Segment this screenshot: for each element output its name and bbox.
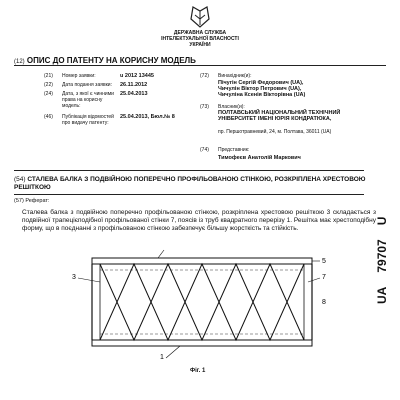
field-label: Винахідник(и):	[218, 73, 252, 79]
representative: Тимофеєв Анатолій Маркович	[218, 155, 301, 161]
header-rule	[14, 65, 386, 66]
field-label: Номер заявки:	[62, 73, 96, 79]
title-text: ОПИС ДО ПАТЕНТУ НА КОРИСНУ МОДЕЛЬ	[26, 56, 196, 65]
title-code: (12)	[14, 59, 25, 65]
callout-8: 8	[322, 299, 326, 306]
field-label: Дата, з якої є чинними права на корисну модель:	[62, 91, 114, 109]
field-code: (72)	[200, 73, 209, 79]
title-54-code: (54)	[14, 176, 26, 183]
field-value: 26.11.2012	[120, 82, 148, 88]
cross-lattice	[100, 264, 304, 340]
abstract-text: Сталева балка з подвійною поперечно профільованою стінкою, розкріплена хрестовою решіткою 3 складається з подвійної трапецієподібної профільованої стінки 7, поясів із труб квадратного перерізу 1. Решітка має хрестоподібну форму, що в поєднанні з профільованою стінкою забезпечує більшу жорсткість та стійкість.	[22, 209, 376, 232]
field-value: u 2012 13445	[120, 73, 154, 79]
field-label: Власник(и):	[218, 104, 245, 110]
field-code: (73)	[200, 104, 209, 110]
field-code: (46)	[44, 114, 53, 120]
title-rule	[14, 170, 364, 171]
field-code: (74)	[200, 147, 209, 153]
field-value: 25.04.2013	[120, 91, 148, 97]
figure-drawing	[70, 248, 340, 360]
callout-5: 5	[322, 258, 326, 265]
abstract-code: (57)	[14, 198, 24, 204]
abstract-label: Реферат:	[25, 198, 50, 204]
field-code: (21)	[44, 73, 53, 79]
field-label: Представник:	[218, 147, 250, 153]
owner-name: ПОЛТАВСЬКИЙ НАЦІОНАЛЬНИЙ ТЕХНІЧНИЙ УНІВЕРСИТЕТ ІМЕНІ ЮРІЯ КОНДРАТЮКА,	[218, 110, 341, 122]
field-code: (22)	[44, 82, 53, 88]
side-kind: U	[375, 216, 389, 226]
patent-number-side-label	[366, 176, 396, 306]
state-emblem-icon	[185, 5, 215, 29]
office-name: ДЕРЖАВНА СЛУЖБА ІНТЕЛЕКТУАЛЬНОЇ ВЛАСНОСТІ УКРАЇНИ	[161, 30, 239, 48]
inventor-2: Чичулін Віктор Петрович (UA),	[218, 86, 302, 92]
side-country: UA	[375, 286, 389, 304]
callout-7: 7	[322, 274, 326, 281]
field-label: Публікація відомостей про видачу патенту:	[62, 114, 114, 126]
callout-1: 1	[160, 354, 164, 360]
document-title	[14, 56, 196, 65]
field-label: Дата подання заявки:	[62, 82, 112, 88]
abstract-rule	[14, 194, 364, 195]
inventor-1: Пічугін Сергій Федорович (UA),	[218, 80, 304, 86]
abstract-heading	[14, 198, 49, 204]
figure-caption: Фіг. 1	[190, 368, 206, 374]
side-number: 79707	[375, 239, 389, 273]
svg-text:UA79707U	[375, 217, 389, 304]
callout-3: 3	[72, 274, 76, 281]
owner-address: пр. Першотравневий, 24, м. Полтава, 36011 (UA)	[218, 129, 332, 135]
utility-model-title	[14, 176, 380, 192]
inventor-3: Чичуліна Ксенія Вікторівна (UA)	[218, 92, 306, 98]
field-value: 25.04.2013, Бюл.№ 8	[120, 114, 175, 120]
field-code: (24)	[44, 91, 53, 97]
title-54-text: СТАЛЕВА БАЛКА З ПОДВІЙНОЮ ПОПЕРЕЧНО ПРОФІЛЬОВАНОЮ СТІНКОЮ, РОЗКРІПЛЕНА ХРЕСТОВОЮ РЕШІТКОЮ	[14, 176, 366, 191]
